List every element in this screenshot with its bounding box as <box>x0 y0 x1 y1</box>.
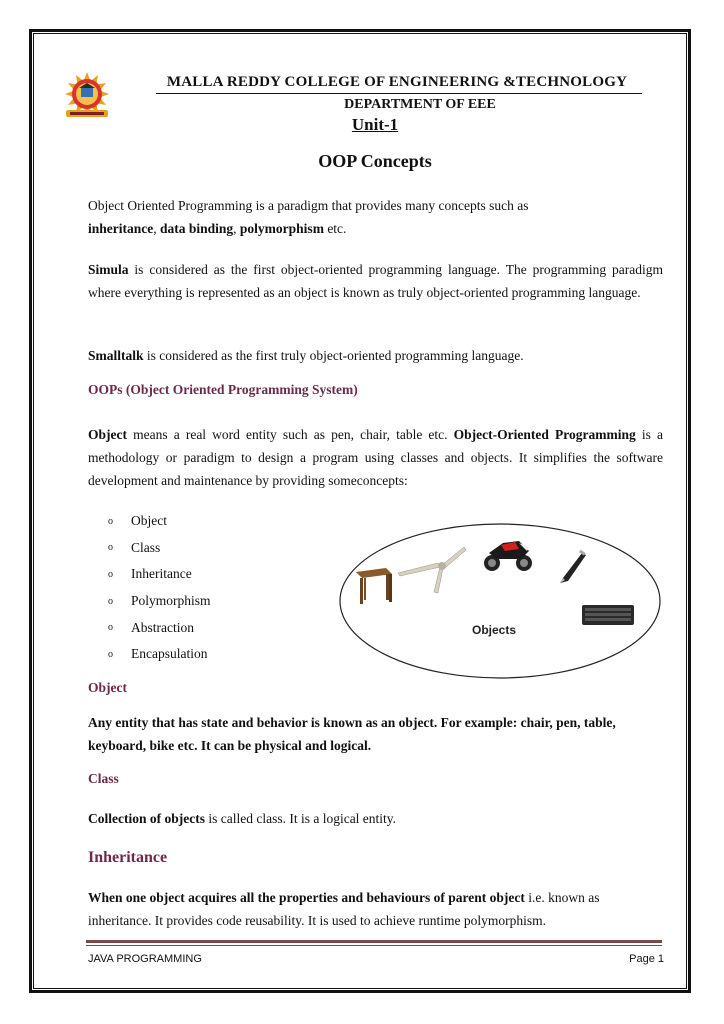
object-text: means a real word entity such as pen, chair, table etc. <box>126 427 454 442</box>
bullet-icon: o <box>108 568 113 580</box>
smalltalk-paragraph <box>88 344 663 367</box>
oop-text: is a methodology or paradigm to design a program using classes and objects. It simplifies the software development and maintenance by providing someconcepts: <box>88 427 663 488</box>
intro-separator: , <box>233 221 240 236</box>
class-text: is called class. It is a logical entity. <box>204 811 397 826</box>
list-item <box>108 561 211 588</box>
table-icon <box>356 568 392 604</box>
unit-label: Unit-1 <box>351 115 399 134</box>
bullet-icon: o <box>108 515 113 527</box>
oops-heading: OOPs (Object Oriented Programming System) <box>88 382 358 397</box>
list-item <box>108 535 211 562</box>
objects-figure <box>338 521 662 681</box>
class-bold: Collection of objects <box>88 811 205 826</box>
keyboard-icon <box>582 605 634 625</box>
college-emblem-icon <box>58 70 116 120</box>
inheritance-paragraph <box>88 886 663 932</box>
object-heading: Object <box>88 680 127 695</box>
header-rule <box>156 93 642 94</box>
concept-label: Object <box>131 513 167 529</box>
concept-label: Encapsulation <box>131 646 208 662</box>
bullet-icon: o <box>108 542 113 554</box>
footer-rule <box>86 940 662 943</box>
footer-rule-thin <box>86 945 662 946</box>
inheritance-bold: When one object acquires all the properties and behaviours of parent object <box>88 890 525 905</box>
pen-icon <box>560 550 586 583</box>
concept-label: Abstraction <box>131 619 194 635</box>
intro-text: Object Oriented Programming is a paradigm that provides many concepts such as <box>88 198 529 213</box>
concept-label: Inheritance <box>131 566 192 582</box>
bullet-icon: o <box>108 622 113 634</box>
page-title: OOP Concepts <box>318 151 432 171</box>
list-item <box>108 641 211 668</box>
concepts-list <box>108 508 211 668</box>
department-name: DEPARTMENT OF EEE <box>344 97 496 112</box>
ceiling-fan-icon <box>398 547 466 593</box>
object-bold: Object <box>88 427 127 442</box>
intro-tail: etc. <box>323 221 347 236</box>
inheritance-heading: Inheritance <box>88 849 168 866</box>
intro-bold-inheritance: inheritance <box>88 221 154 236</box>
list-item <box>108 588 211 615</box>
class-heading: Class <box>88 771 119 786</box>
objects-label: Objects <box>472 623 517 637</box>
concept-label: Polymorphism <box>131 593 211 609</box>
object-section-text: Any entity that has state and behavior is known as an object. For example: chair, pen, table, keyboard, bike etc. It can be physical and logical. <box>88 715 616 753</box>
smalltalk-bold: Smalltalk <box>88 348 144 363</box>
intro-paragraph <box>88 194 663 240</box>
simula-paragraph <box>88 258 663 304</box>
motorbike-icon <box>484 541 532 571</box>
concept-label: Class <box>131 539 161 555</box>
simula-text: is considered as the first object-oriented programming language. The programming paradigm where everything is represented as an object is known as truly object-oriented programming language. <box>88 262 663 300</box>
smalltalk-text: is considered as the first truly object-oriented programming language. <box>143 348 524 363</box>
bullet-icon: o <box>108 648 113 660</box>
object-definition-paragraph <box>88 423 663 492</box>
class-paragraph <box>88 807 663 830</box>
oop-bold: Object-Oriented Programming <box>453 427 636 442</box>
footer-course: JAVA PROGRAMMING <box>88 953 202 965</box>
inheritance-text: i.e. known as inheritance. It provides code reusability. It is used to achieve runtime polymorphism. <box>88 890 600 928</box>
bullet-icon: o <box>108 595 113 607</box>
footer-page-number: Page 1 <box>629 953 664 965</box>
college-name: MALLA REDDY COLLEGE OF ENGINEERING &TECHNOLOGY <box>166 74 628 90</box>
simula-bold: Simula <box>88 262 129 277</box>
intro-bold-polymorphism: polymorphism <box>239 221 324 236</box>
list-item <box>108 614 211 641</box>
intro-separator: , <box>153 221 160 236</box>
list-item <box>108 508 211 535</box>
intro-bold-data-binding: data binding <box>160 221 234 236</box>
